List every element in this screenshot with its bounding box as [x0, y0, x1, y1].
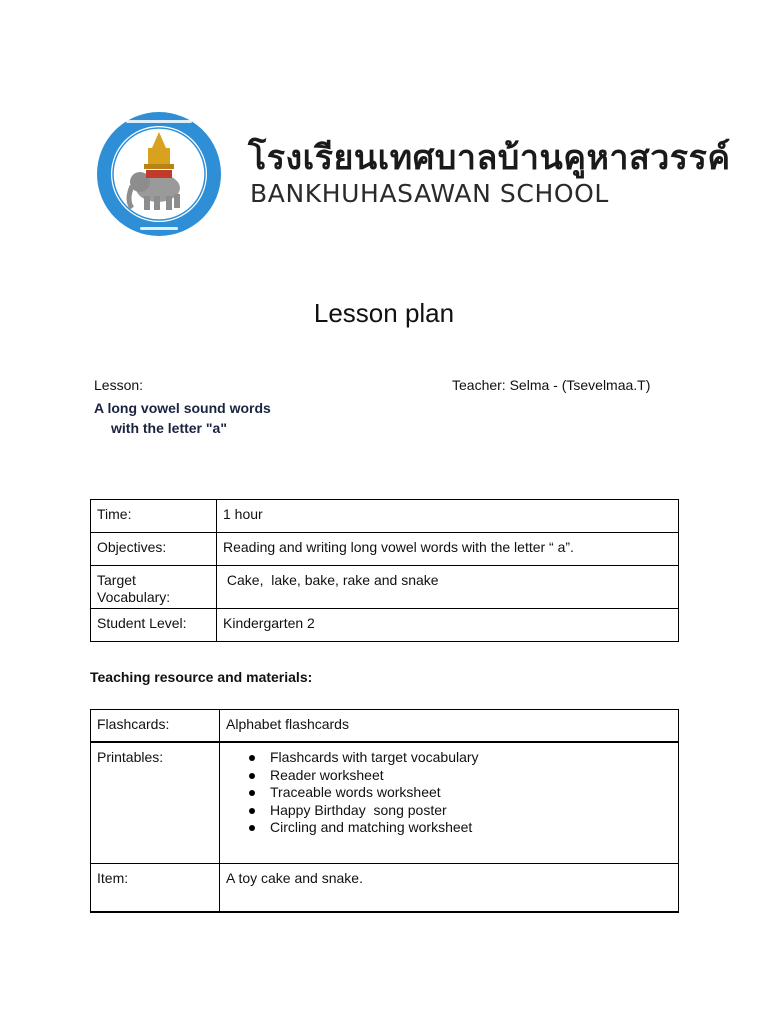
school-logo: [96, 108, 222, 240]
lesson-name-line1: A long vowel sound words: [94, 400, 271, 416]
lesson-label: Lesson:: [94, 377, 144, 393]
objectives-label: Objectives:: [91, 533, 217, 566]
list-item: Flashcards with target vocabulary: [270, 749, 672, 767]
time-label: Time:: [91, 500, 217, 533]
table-row: [91, 710, 679, 743]
printables-value: [220, 742, 679, 864]
item-label: Item:: [91, 864, 220, 913]
student-level-value: Kindergarten 2: [217, 609, 679, 642]
flashcards-label: Flashcards:: [91, 710, 220, 743]
list-item: Circling and matching worksheet: [270, 819, 672, 837]
school-name-thai: โรงเรียนเทศบาลบ้านคูหาสวรรค์: [248, 138, 731, 178]
student-level-label: Student Level:: [91, 609, 217, 642]
target-vocabulary-label: Target Vocabulary:: [91, 566, 217, 609]
table-row: [91, 742, 679, 864]
table-row: [91, 500, 679, 533]
list-item: Reader worksheet: [270, 767, 672, 785]
target-vocabulary-value: Cake, lake, bake, rake and snake: [217, 566, 679, 609]
school-name-english: BANKHUHASAWAN SCHOOL: [250, 179, 609, 208]
teacher-name: Teacher: Selma - (Tsevelmaa.T): [452, 377, 651, 393]
lesson-name: [94, 398, 271, 438]
table-row: [91, 609, 679, 642]
table-row: [91, 533, 679, 566]
lesson-name-line2: with the letter "a": [111, 420, 227, 436]
objectives-value: Reading and writing long vowel words with the letter “ a”.: [217, 533, 679, 566]
time-value: 1 hour: [217, 500, 679, 533]
list-item: Happy Birthday song poster: [270, 802, 672, 820]
table-row: [91, 566, 679, 609]
item-value: A toy cake and snake.: [220, 864, 679, 913]
flashcards-value: Alphabet flashcards: [220, 710, 679, 743]
table-row: [91, 864, 679, 913]
page-title: Lesson plan: [313, 298, 455, 328]
lesson-info-table: [90, 499, 679, 642]
resources-heading: Teaching resource and materials:: [90, 669, 313, 685]
printables-label: Printables:: [91, 742, 220, 864]
printables-list: [226, 749, 672, 837]
resources-table: [90, 709, 679, 913]
list-item: Traceable words worksheet: [270, 784, 672, 802]
